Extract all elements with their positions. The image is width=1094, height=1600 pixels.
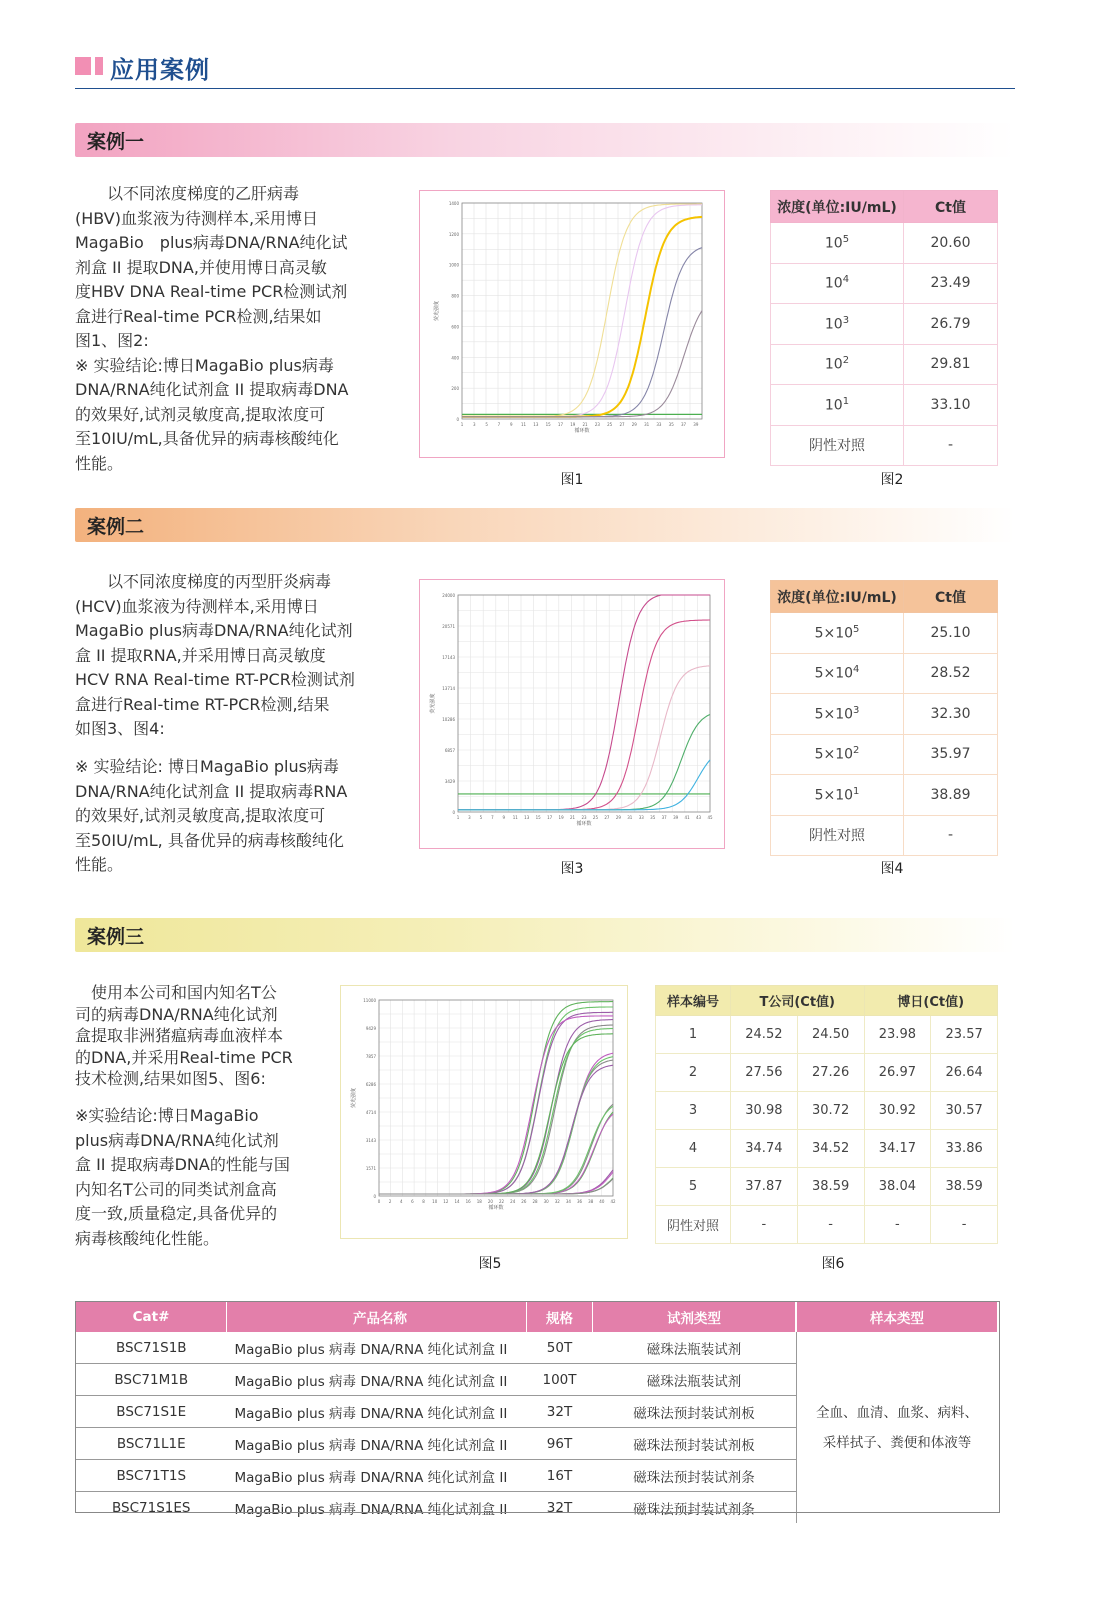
x-tick-label: 22 xyxy=(499,1199,505,1204)
x-tick-label: 11 xyxy=(512,815,518,820)
x-tick-label: 41 xyxy=(684,815,690,820)
case1-header-ct: Ct值 xyxy=(904,191,998,223)
x-tick-label: 37 xyxy=(661,815,667,820)
y-tick-label: 0 xyxy=(452,810,455,815)
y-tick-label: 6286 xyxy=(365,1082,376,1087)
case3-header-sample: 样本编号 xyxy=(656,986,731,1016)
spec-cell: 32T xyxy=(546,1499,573,1516)
x-tick-label: 31 xyxy=(627,815,633,820)
x-tick-label: 45 xyxy=(707,815,713,820)
x-tick-label: 7 xyxy=(497,422,501,427)
x-tick-label: 24 xyxy=(510,1199,516,1204)
ct-cell: 34.52 xyxy=(797,1130,864,1168)
ct-cell: 32.30 xyxy=(904,694,998,735)
y-tick-label: 20571 xyxy=(442,624,455,629)
table-row xyxy=(771,613,998,654)
conc-cell: $5\times 10^4$ xyxy=(771,653,904,694)
ct-cell: 30.72 xyxy=(797,1092,864,1130)
ct-cell: 38.59 xyxy=(797,1168,864,1206)
ct-cell: 38.89 xyxy=(904,775,998,816)
ct-cell: 30.92 xyxy=(864,1092,931,1130)
ct-cell: 25.10 xyxy=(904,613,998,654)
x-tick-label: 43 xyxy=(695,815,702,820)
fig5-frame xyxy=(340,985,628,1239)
table-row xyxy=(656,1092,998,1130)
fig5-caption: 图5 xyxy=(478,1256,502,1272)
name-cell: MagaBio plus 病毒 DNA/RNA 纯化试剂盒 II xyxy=(227,1364,527,1396)
fig1-frame xyxy=(419,190,725,458)
table-row xyxy=(771,344,998,385)
x-tick-label: 7 xyxy=(491,815,494,820)
product-table xyxy=(76,1302,998,1523)
x-tick-label: 35 xyxy=(650,815,656,820)
sample-cell: 5 xyxy=(656,1168,731,1206)
name-cell: MagaBio plus 病毒 DNA/RNA 纯化试剂盒 II xyxy=(234,1501,508,1518)
fig6-caption: 图6 xyxy=(821,1256,845,1272)
y-tick-label: 10286 xyxy=(442,717,455,722)
case3-title: 案例三 xyxy=(87,926,145,948)
ct-cell: 26.64 xyxy=(931,1054,998,1092)
conc-cell: $5\times 10^1$ xyxy=(771,775,904,816)
case1-title: 案例一 xyxy=(87,131,145,153)
table-row xyxy=(771,694,998,735)
cat-cell: BSC71L1E xyxy=(76,1428,227,1460)
x-tick-label: 42 xyxy=(610,1199,616,1204)
fig5-chart xyxy=(341,986,627,1238)
conc-cell: 阴性对照 xyxy=(771,425,904,466)
x-tick-label: 23 xyxy=(581,815,587,820)
table-row xyxy=(771,815,998,856)
x-tick-label: 10 xyxy=(432,1199,438,1204)
x-tick-label: 14 xyxy=(454,1199,460,1204)
ct-cell: 38.04 xyxy=(864,1168,931,1206)
spec-cell: 50T xyxy=(527,1332,593,1364)
ct-cell: 23.49 xyxy=(904,263,998,304)
y-tick-label: 3429 xyxy=(444,779,455,784)
x-tick-label: 15 xyxy=(545,422,551,427)
y-tick-label: 17143 xyxy=(442,655,455,660)
name-cell: MagaBio plus 病毒 DNA/RNA 纯化试剂盒 II xyxy=(227,1396,527,1428)
cat-cell: BSC71M1B xyxy=(76,1364,227,1396)
case2-conclusion: ※ 实验结论: 博日MagaBio plus病毒 DNA/RNA纯化试剂盒 II 提取病毒RNA 的效果好,试剂灵敏度高,提取浓度可 至50IU/mL, 具备优异的病毒核酸纯化 性能。 xyxy=(75,757,348,874)
sample-type-line1: 全血、血清、血浆、病料、 xyxy=(816,1404,978,1421)
conc-cell: 阴性对照 xyxy=(771,815,904,856)
y-tick-label: 400 xyxy=(451,355,459,361)
case1-banner xyxy=(75,123,1015,157)
x-tick-label: 35 xyxy=(668,422,674,427)
type-cell: 磁珠法预封装试剂条 xyxy=(633,1501,755,1518)
case3-banner xyxy=(75,918,1015,952)
sample-cell: 1 xyxy=(656,1016,731,1054)
x-axis-label: 循环数 xyxy=(576,821,592,827)
table-row xyxy=(76,1332,998,1364)
conc-cell: $10^4$ xyxy=(771,263,904,304)
y-tick-label: 1571 xyxy=(365,1166,376,1171)
x-tick-label: 30 xyxy=(543,1199,549,1204)
table-row xyxy=(656,1168,998,1206)
table-row xyxy=(771,653,998,694)
ct-cell: 24.50 xyxy=(797,1016,864,1054)
case3-header-t: T公司(Ct值) xyxy=(731,986,865,1016)
name-cell: MagaBio plus 病毒 DNA/RNA 纯化试剂盒 II xyxy=(227,1428,527,1460)
x-tick-label: 34 xyxy=(565,1199,571,1204)
x-axis-label: 循环数 xyxy=(488,1205,504,1211)
y-axis-label: 荧光强度 xyxy=(434,300,440,322)
table-row xyxy=(656,1130,998,1168)
product-header-type: 试剂类型 xyxy=(593,1302,797,1332)
x-tick-label: 21 xyxy=(569,815,576,820)
x-tick-label: 8 xyxy=(422,1199,425,1204)
ct-cell: 24.52 xyxy=(731,1016,798,1054)
case3-header-br: 博日(Ct值) xyxy=(864,986,998,1016)
sample-cell: 阴性对照 xyxy=(656,1206,731,1244)
ct-cell: 28.52 xyxy=(904,653,998,694)
conc-cell: $5\times 10^2$ xyxy=(771,734,904,775)
name-cell: MagaBio plus 病毒 DNA/RNA 纯化试剂盒 II xyxy=(227,1460,527,1492)
ct-cell: 27.56 xyxy=(731,1054,798,1092)
fig3-chart xyxy=(420,580,724,848)
cat-cell: BSC71S1ES xyxy=(112,1499,191,1516)
product-header-sample: 样本类型 xyxy=(796,1302,998,1332)
type-cell: 磁珠法预封装试剂板 xyxy=(593,1428,797,1460)
x-tick-label: 21 xyxy=(582,422,588,427)
sample-cell: 2 xyxy=(656,1054,731,1092)
x-tick-label: 11 xyxy=(520,422,527,427)
conc-cell: $5\times 10^3$ xyxy=(771,694,904,735)
ct-cell: - xyxy=(797,1206,864,1244)
ct-cell: 37.87 xyxy=(731,1168,798,1206)
ct-cell: 34.17 xyxy=(864,1130,931,1168)
type-cell: 磁珠法瓶装试剂 xyxy=(593,1364,797,1396)
header-mark-large xyxy=(75,57,91,75)
x-tick-label: 26 xyxy=(521,1199,527,1204)
y-axis-label: 荧光强度 xyxy=(351,1087,357,1109)
product-header-spec: 规格 xyxy=(527,1302,593,1332)
ct-cell: 23.57 xyxy=(931,1016,998,1054)
y-tick-label: 1400 xyxy=(448,201,459,206)
x-tick-label: 27 xyxy=(619,422,625,427)
table-row xyxy=(771,734,998,775)
y-tick-label: 3143 xyxy=(365,1138,376,1143)
case2-header-ct: Ct值 xyxy=(904,581,998,613)
x-axis-label: 循环数 xyxy=(574,428,590,434)
x-tick-label: 3 xyxy=(473,422,476,427)
x-tick-label: 3 xyxy=(468,815,471,820)
sample-type-cell xyxy=(796,1332,998,1523)
x-tick-label: 25 xyxy=(607,422,613,427)
table-row xyxy=(771,263,998,304)
case3-ct-table xyxy=(655,985,998,1244)
y-tick-label: 11000 xyxy=(363,998,376,1003)
y-axis-label: 荧光强度 xyxy=(430,693,436,714)
x-tick-label: 6 xyxy=(411,1199,414,1204)
x-tick-label: 37 xyxy=(680,422,687,427)
ct-cell: 38.59 xyxy=(931,1168,998,1206)
ct-cell: 20.60 xyxy=(904,223,998,264)
table-row xyxy=(656,1054,998,1092)
conc-cell: $10^5$ xyxy=(771,223,904,264)
y-tick-label: 6857 xyxy=(444,748,455,753)
spec-cell: 100T xyxy=(527,1364,593,1396)
x-tick-label: 0 xyxy=(377,1199,381,1204)
fig3-caption: 图3 xyxy=(560,861,584,877)
ct-cell: 33.10 xyxy=(904,385,998,426)
table-row xyxy=(771,385,998,426)
header-mark-small xyxy=(95,57,103,75)
ct-cell: 26.97 xyxy=(864,1054,931,1092)
x-tick-label: 5 xyxy=(479,815,483,820)
ct-cell: - xyxy=(864,1206,931,1244)
x-tick-label: 19 xyxy=(570,422,576,427)
type-cell: 磁珠法预封装试剂板 xyxy=(593,1396,797,1428)
case2-header-conc: 浓度(单位:IU/mL) xyxy=(771,581,904,613)
y-tick-label: 800 xyxy=(451,293,459,299)
type-cell: 磁珠法预封装试剂条 xyxy=(593,1460,797,1492)
conc-cell: $10^2$ xyxy=(771,344,904,385)
case1-ct-table xyxy=(770,190,998,466)
cat-cell: BSC71S1E xyxy=(76,1396,227,1428)
ct-cell: 30.98 xyxy=(731,1092,798,1130)
page-title: 应用案例 xyxy=(110,56,210,84)
x-tick-label: 17 xyxy=(547,815,553,820)
table-row xyxy=(656,1206,998,1244)
x-tick-label: 36 xyxy=(577,1199,583,1204)
spec-cell: 16T xyxy=(527,1460,593,1492)
case2-title: 案例二 xyxy=(87,516,145,538)
table-row xyxy=(771,304,998,345)
ct-cell: - xyxy=(904,425,998,466)
table-row xyxy=(771,223,998,264)
ct-cell: 30.57 xyxy=(931,1092,998,1130)
ct-cell: 34.74 xyxy=(731,1130,798,1168)
x-tick-label: 1 xyxy=(460,422,464,427)
type-cell: 磁珠法瓶装试剂 xyxy=(593,1332,797,1364)
sample-cell: 4 xyxy=(656,1130,731,1168)
fig1-caption: 图1 xyxy=(560,472,584,488)
case2-paragraph: 以不同浓度梯度的丙型肝炎病毒 (HCV)血浆液为待测样本,采用博日 MagaBio plus病毒DNA/RNA纯化试剂 盒 II 提取RNA,并采用博日高灵敏度 HCV RNA Real-time RT-PCR检测试剂 盒进行Real-time RT-PCR检测,结果 如图3、图4: xyxy=(75,572,355,738)
x-tick-label: 33 xyxy=(656,422,662,427)
x-tick-label: 32 xyxy=(554,1199,560,1204)
x-tick-label: 27 xyxy=(604,815,610,820)
case3-paragraph: 使用本公司和国内知名T公 司的病毒DNA/RNA纯化试剂 盒提取非洲猪瘟病毒血液样本 的DNA,并采用Real-time PCR 技术检测,结果如图5、图6: xyxy=(75,983,293,1088)
x-tick-label: 28 xyxy=(532,1199,538,1204)
ct-cell: 23.98 xyxy=(864,1016,931,1054)
fig3-frame xyxy=(419,579,725,849)
case3-conclusion: ※实验结论:博日MagaBio plus病毒DNA/RNA纯化试剂 盒 II 提取病毒DNA的性能与国 内知名T公司的同类试剂盒高 度一致,质量稳定,具备优异的 病毒核酸纯化性能。 xyxy=(75,1106,290,1248)
x-tick-label: 33 xyxy=(638,815,644,820)
table-row xyxy=(771,775,998,816)
y-tick-label: 600 xyxy=(451,324,459,330)
case2-banner xyxy=(75,508,1015,542)
y-tick-label: 200 xyxy=(451,386,459,392)
fig1-chart xyxy=(420,191,724,457)
x-tick-label: 9 xyxy=(509,422,513,427)
conc-cell: $5\times 10^5$ xyxy=(771,613,904,654)
cat-cell: BSC71T1S xyxy=(76,1460,227,1492)
fig2-caption: 图2 xyxy=(880,472,904,488)
fig4-caption: 图4 xyxy=(880,861,904,877)
spec-cell: 96T xyxy=(527,1428,593,1460)
x-tick-label: 39 xyxy=(693,422,699,427)
y-tick-label: 1000 xyxy=(448,262,459,268)
y-tick-label: 13714 xyxy=(442,686,455,691)
ct-cell: 27.26 xyxy=(797,1054,864,1092)
x-tick-label: 31 xyxy=(644,422,650,427)
x-tick-label: 18 xyxy=(476,1199,482,1204)
x-tick-label: 9 xyxy=(502,815,506,820)
x-tick-label: 4 xyxy=(400,1199,403,1204)
x-tick-label: 16 xyxy=(465,1199,471,1204)
header-divider xyxy=(75,88,1015,89)
x-tick-label: 29 xyxy=(631,422,637,427)
ct-cell: 29.81 xyxy=(904,344,998,385)
spec-cell: 32T xyxy=(527,1396,593,1428)
product-header-cat: Cat# xyxy=(76,1302,227,1332)
y-tick-label: 7857 xyxy=(365,1054,376,1059)
y-tick-label: 24000 xyxy=(442,593,455,598)
x-tick-label: 40 xyxy=(599,1199,605,1204)
y-tick-label: 9429 xyxy=(365,1026,376,1031)
table-row xyxy=(656,1016,998,1054)
x-tick-label: 17 xyxy=(557,422,564,427)
x-tick-label: 13 xyxy=(533,422,539,427)
conc-cell: $10^1$ xyxy=(771,385,904,426)
ct-cell: 35.97 xyxy=(904,734,998,775)
product-header-name: 产品名称 xyxy=(227,1302,527,1332)
y-tick-label: 0 xyxy=(456,417,459,422)
sample-type-line2: 采样拭子、粪便和体液等 xyxy=(822,1434,972,1451)
ct-cell: - xyxy=(904,815,998,856)
case1-paragraph: 以不同浓度梯度的乙肝病毒 (HBV)血浆液为待测样本,采用博日 MagaBio plus病毒DNA/RNA纯化试 剂盒 II 提取DNA,并使用博日高灵敏 度HBV DNA Real-time PCR检测试剂 盒进行Real-time PCR检测,结果如 图1、图2: ※ 实验结论:博日MagaBio plus病毒 DNA/RNA纯化试剂盒 II 提取病毒DNA 的效果好,试剂灵敏度高,提取浓度可 至10IU/mL,具备优异的病毒核酸纯化 性能。 xyxy=(75,184,349,473)
y-tick-label: 1200 xyxy=(448,231,459,237)
ct-cell: - xyxy=(731,1206,798,1244)
ct-cell: 33.86 xyxy=(931,1130,998,1168)
x-tick-label: 15 xyxy=(535,815,541,820)
case2-ct-table xyxy=(770,580,998,856)
x-tick-label: 13 xyxy=(524,815,530,820)
conc-cell: $10^3$ xyxy=(771,304,904,345)
x-tick-label: 29 xyxy=(615,815,621,820)
x-tick-label: 1 xyxy=(456,815,460,820)
x-tick-label: 39 xyxy=(673,815,679,820)
y-tick-label: 4714 xyxy=(365,1110,376,1115)
x-tick-label: 19 xyxy=(558,815,564,820)
x-tick-label: 25 xyxy=(592,815,599,820)
name-cell: MagaBio plus 病毒 DNA/RNA 纯化试剂盒 II xyxy=(227,1332,527,1364)
case1-header-conc: 浓度(单位:IU/mL) xyxy=(771,191,904,223)
y-tick-label: 0 xyxy=(373,1194,376,1199)
cat-cell: BSC71S1B xyxy=(76,1332,227,1364)
x-tick-label: 38 xyxy=(588,1199,594,1204)
table-row xyxy=(771,425,998,466)
sample-cell: 3 xyxy=(656,1092,731,1130)
x-tick-label: 23 xyxy=(594,422,600,427)
x-tick-label: 12 xyxy=(443,1199,449,1204)
ct-cell: 26.79 xyxy=(904,304,998,345)
x-tick-label: 5 xyxy=(485,422,488,427)
x-tick-label: 2 xyxy=(388,1199,392,1204)
ct-cell: - xyxy=(931,1206,998,1244)
x-tick-label: 20 xyxy=(487,1199,493,1204)
